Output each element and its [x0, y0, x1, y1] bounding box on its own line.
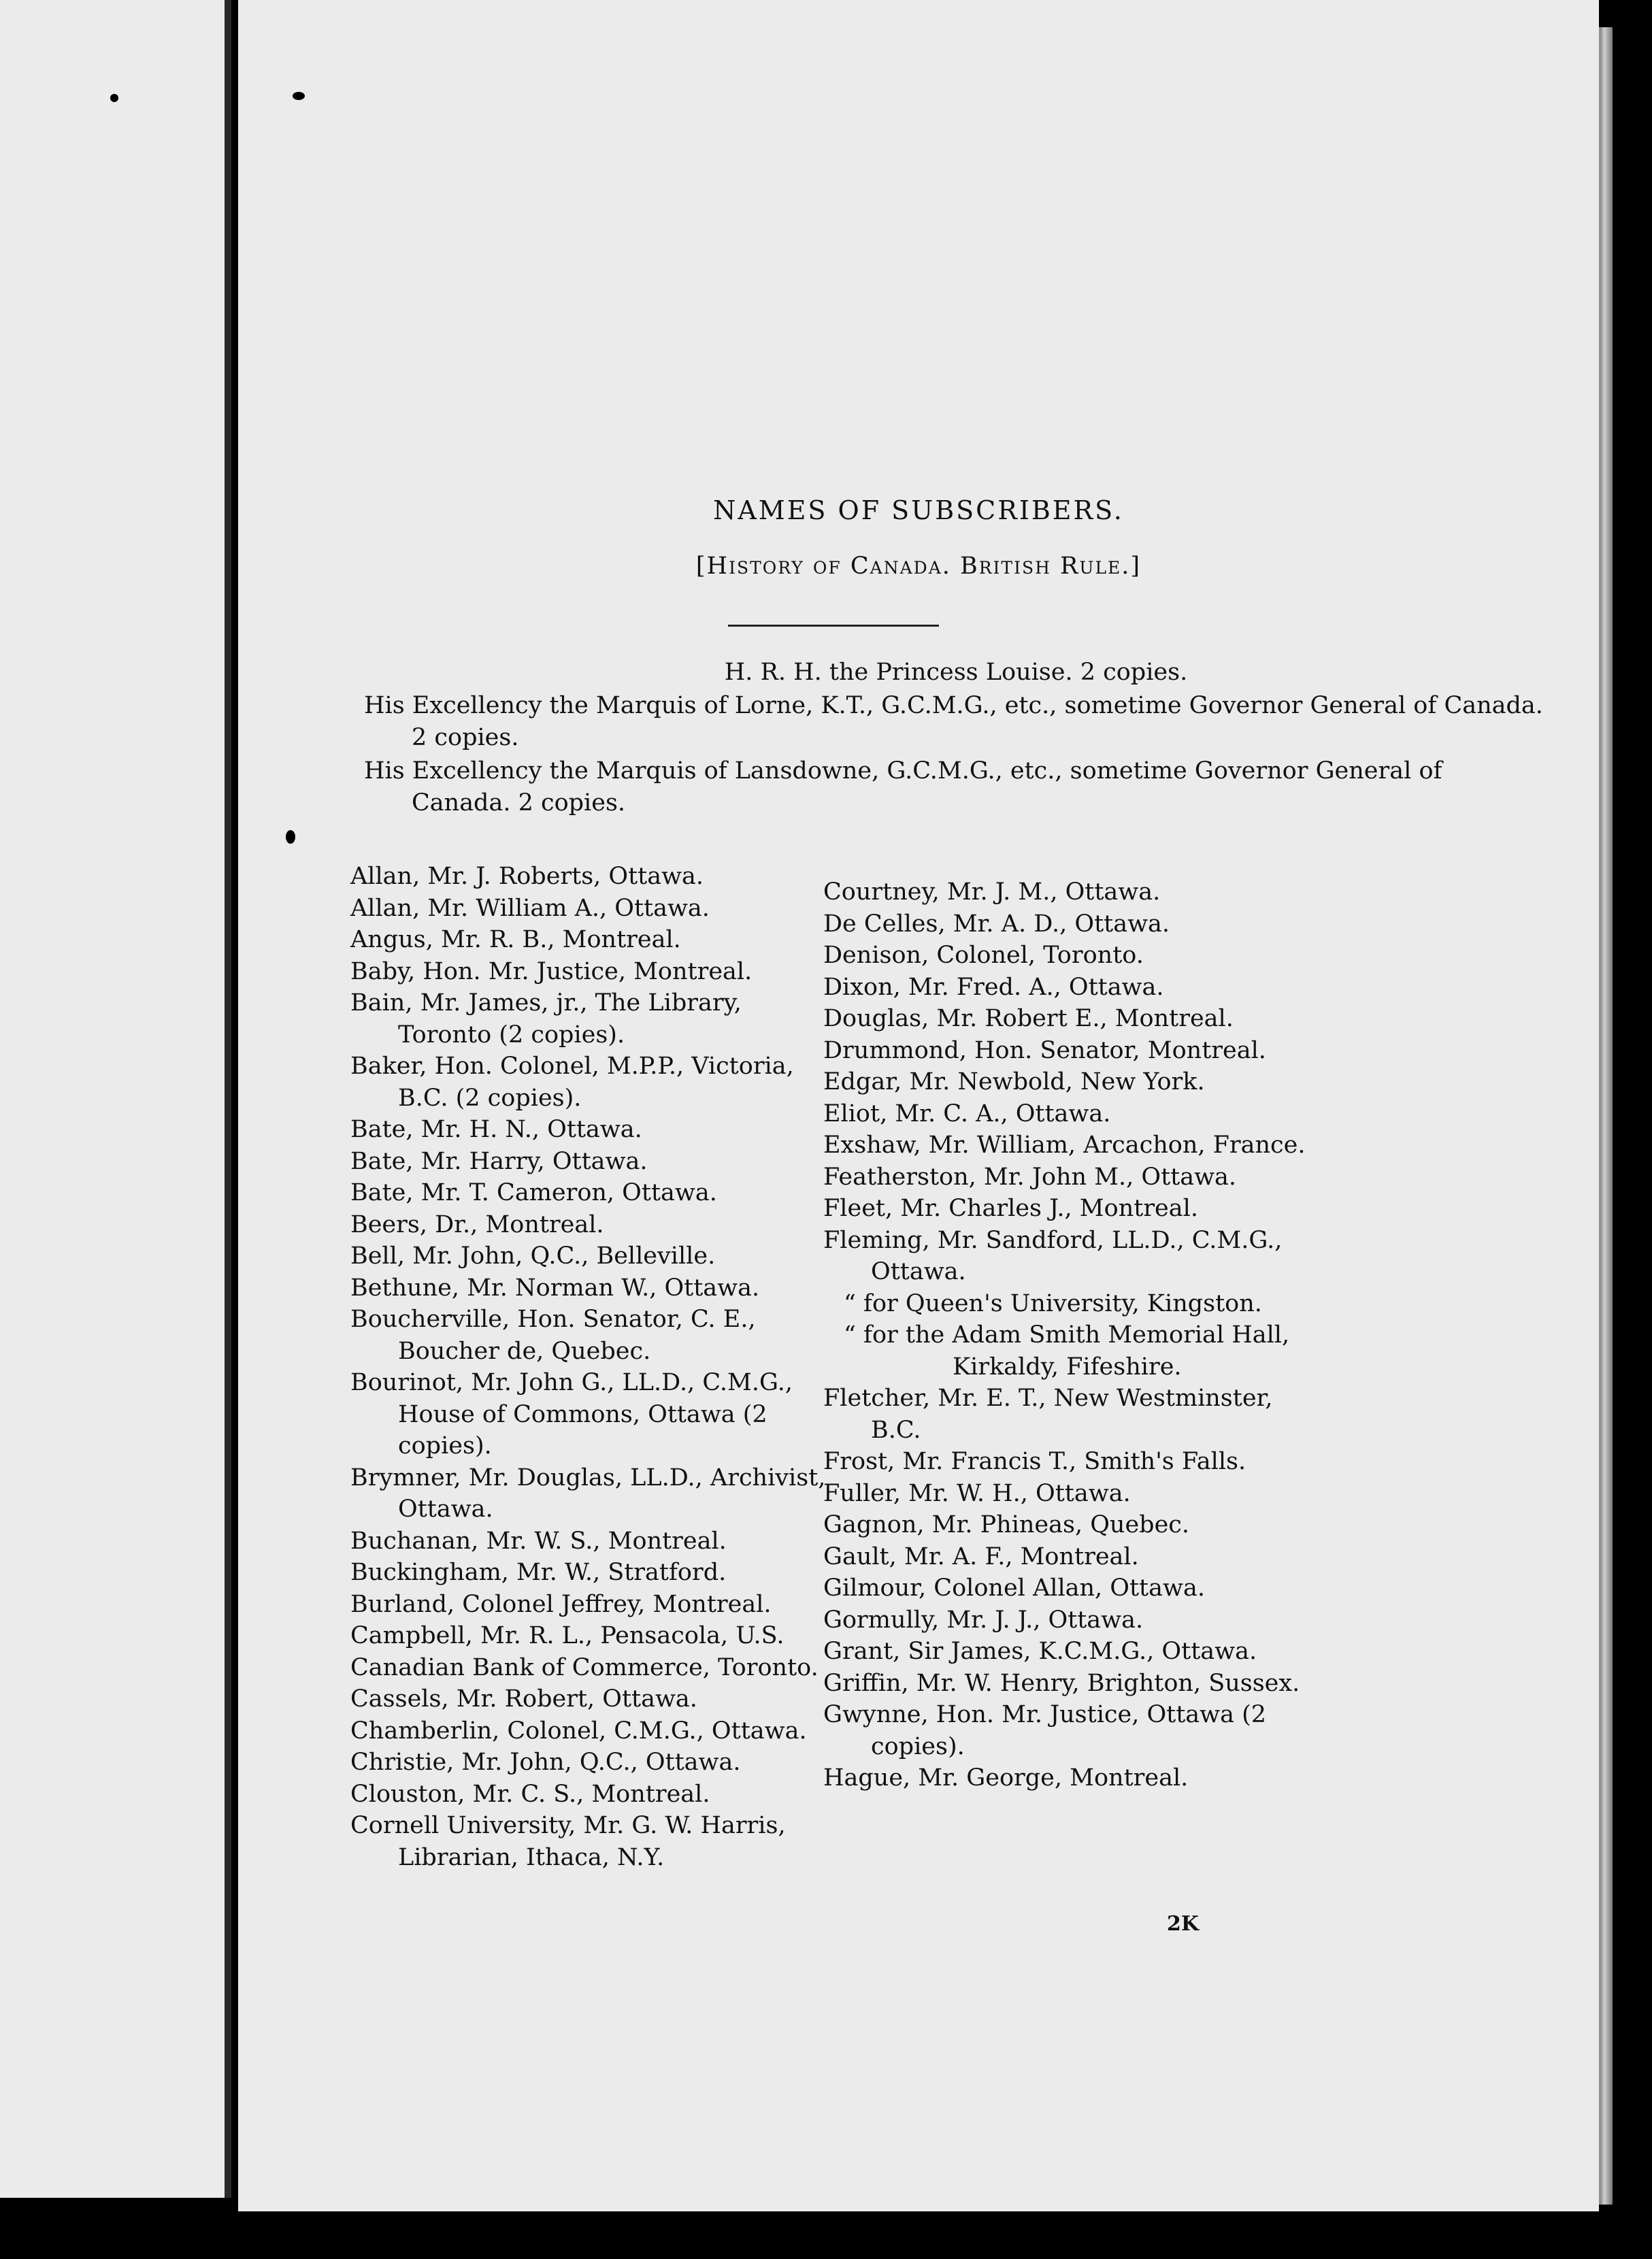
divider-rule [728, 625, 939, 627]
royal-subscribers [364, 657, 1548, 821]
subscriber-entry: De Celles, Mr. A. D., Ottawa. [823, 910, 1170, 938]
subscriber-entry: Bell, Mr. John, Q.C., Belleville. [350, 1242, 716, 1270]
subscriber-entry: Cassels, Mr. Robert, Ottawa. [350, 1685, 697, 1713]
subscriber-entry: Burland, Colonel Jeffrey, Montreal. [350, 1590, 772, 1618]
royal-subscriber-entry: His Excellency the Marquis of Lansdowne, G.C.M.G., etc., sometime Governor General of Canada. 2 copies. [364, 757, 1442, 817]
subscriber-entry: Featherston, Mr. John M., Ottawa. [823, 1163, 1237, 1191]
page-subtitle: [History of Canada. British Rule.] [695, 553, 1142, 580]
subscriber-entry: Bourinot, Mr. John G., LL.D., C.M.G., House of Commons, Ottawa (2 copies). [350, 1369, 793, 1460]
subscriber-entry: Douglas, Mr. Robert E., Montreal. [823, 1005, 1234, 1032]
signature-mark: 2K [1167, 1912, 1199, 1936]
subscriber-entry: “ for Queen's University, Kingston. [844, 1289, 1262, 1317]
subscriber-entry: Gagnon, Mr. Phineas, Quebec. [823, 1511, 1190, 1538]
subscriber-entry: Gault, Mr. A. F., Montreal. [823, 1543, 1139, 1570]
subscriber-entry: Bate, Mr. T. Cameron, Ottawa. [350, 1179, 717, 1206]
subscriber-entry: Drummond, Hon. Senator, Montreal. [823, 1036, 1266, 1064]
subscriber-entry: Griffin, Mr. W. Henry, Brighton, Sussex. [823, 1669, 1300, 1697]
subscriber-entry: Bain, Mr. James, jr., The Library, Toronto (2 copies). [350, 989, 742, 1049]
subscriber-entry: Fleet, Mr. Charles J., Montreal. [823, 1195, 1198, 1222]
book-page [238, 0, 1599, 2211]
subscriber-entry: Beers, Dr., Montreal. [350, 1210, 604, 1238]
subscriber-entry: Angus, Mr. R. B., Montreal. [350, 926, 681, 953]
subscribers-left-column [350, 861, 827, 1873]
subscriber-entry: “ for the Adam Smith Memorial Hall, Kirkaldy, Fifeshire. [844, 1321, 1290, 1381]
subscriber-entry: Bethune, Mr. Norman W., Ottawa. [350, 1274, 760, 1302]
subscribers-right-column [823, 876, 1327, 1794]
subscriber-entry: Grant, Sir James, K.C.M.G., Ottawa. [823, 1638, 1257, 1665]
subscriber-entry: Exshaw, Mr. William, Arcachon, France. [823, 1132, 1306, 1159]
subscriber-entry: Gormully, Mr. J. J., Ottawa. [823, 1606, 1144, 1634]
subscriber-entry: Fuller, Mr. W. H., Ottawa. [823, 1479, 1131, 1507]
print-speck [286, 830, 295, 844]
subscriber-entry: Gwynne, Hon. Mr. Justice, Ottawa (2 copies). [823, 1701, 1267, 1760]
subscriber-entry: Campbell, Mr. R. L., Pensacola, U.S. [350, 1622, 784, 1649]
subscriber-entry: Bate, Mr. Harry, Ottawa. [350, 1147, 648, 1175]
subscriber-entry: Denison, Colonel, Toronto. [823, 942, 1144, 969]
subscriber-entry: Cornell University, Mr. G. W. Harris, Librarian, Ithaca, N.Y. [350, 1812, 786, 1871]
subscriber-entry: Fleming, Mr. Sandford, LL.D., C.M.G., Ottawa. [823, 1226, 1283, 1285]
subscriber-entry: Frost, Mr. Francis T., Smith's Falls. [823, 1448, 1246, 1475]
print-speck [110, 94, 118, 102]
subscriber-entry: Brymner, Mr. Douglas, LL.D., Archivist, Ottawa. [350, 1464, 826, 1523]
subscriber-entry: Christie, Mr. John, Q.C., Ottawa. [350, 1749, 741, 1776]
subscriber-entry: Buchanan, Mr. W. S., Montreal. [350, 1527, 727, 1555]
subscriber-entry: Baby, Hon. Mr. Justice, Montreal. [350, 957, 753, 985]
subscriber-entry: Allan, Mr. J. Roberts, Ottawa. [350, 863, 704, 890]
subscriber-entry: Baker, Hon. Colonel, M.P.P., Victoria, B.C. (2 copies). [350, 1053, 794, 1112]
subscriber-entry: Boucherville, Hon. Senator, C. E., Boucher de, Quebec. [350, 1306, 756, 1365]
subscriber-entry: Clouston, Mr. C. S., Montreal. [350, 1780, 710, 1808]
subscriber-entry: Edgar, Mr. Newbold, New York. [823, 1068, 1205, 1095]
previous-page-edge [0, 0, 231, 2198]
subscriber-entry: Buckingham, Mr. W., Stratford. [350, 1559, 727, 1586]
subscriber-entry: Hague, Mr. George, Montreal. [823, 1764, 1189, 1792]
subscriber-entry: Dixon, Mr. Fred. A., Ottawa. [823, 973, 1164, 1001]
subscriber-entry: Chamberlin, Colonel, C.M.G., Ottawa. [350, 1717, 807, 1745]
page-title: NAMES OF SUBSCRIBERS. [713, 495, 1124, 525]
royal-subscriber-entry: H. R. H. the Princess Louise. 2 copies. [724, 659, 1188, 686]
subscriber-entry: Fletcher, Mr. E. T., New Westminster, B.C. [823, 1385, 1273, 1444]
subscriber-entry: Allan, Mr. William A., Ottawa. [350, 894, 710, 922]
subscriber-entry: Courtney, Mr. J. M., Ottawa. [823, 878, 1161, 906]
subscriber-entry: Bate, Mr. H. N., Ottawa. [350, 1116, 642, 1143]
print-speck [293, 92, 305, 100]
royal-subscriber-entry: His Excellency the Marquis of Lorne, K.T., G.C.M.G., etc., sometime Governor General of Canada. 2 copies. [364, 692, 1543, 751]
subscriber-entry: Canadian Bank of Commerce, Toronto. [350, 1653, 819, 1681]
subscriber-entry: Gilmour, Colonel Allan, Ottawa. [823, 1574, 1205, 1602]
subscriber-entry: Eliot, Mr. C. A., Ottawa. [823, 1100, 1111, 1127]
